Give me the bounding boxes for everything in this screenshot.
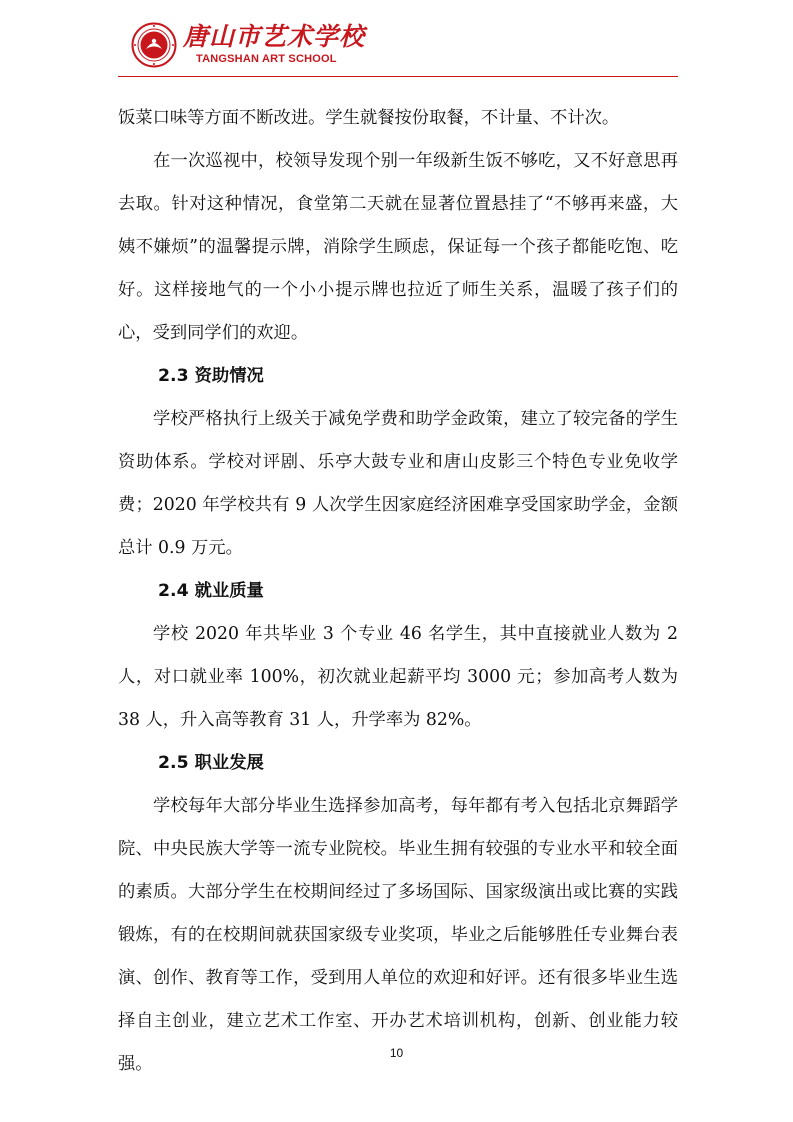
section-heading-2-5: 2.5 职业发展 [158, 753, 264, 773]
school-name-cn: 唐山市艺术学校 [183, 22, 366, 51]
paragraph-canteen-cont: 饭菜口味等方面不断改进。学生就餐按份取餐，不计量、不计次。 [118, 108, 620, 128]
page-number: 10 [389, 1046, 404, 1060]
paragraph-canteen-sign: 在一次巡视中，校领导发现个别一年级新生饭不够吃，又不好意思再去取。针对这种情况，食堂第二天就在显著位置悬挂了“不够再来盛，大姨不嫌烦”的温馨提示牌，消除学生顾虑，保证每一个孩子都能吃饱、吃好。这样接地气的一个小小提示牌也拉近了师生关系，温暖了孩子们的心，受到同学们的欢迎。 [118, 151, 678, 343]
school-seal-icon [131, 22, 177, 68]
header-divider [118, 76, 678, 77]
paragraph-financial-aid: 学校严格执行上级关于减免学费和助学金政策，建立了较完备的学生资助体系。学校对评剧、乐亭大鼓专业和唐山皮影三个特色专业免收学费；2020 年学校共有 9 人次学生因家庭经济困难享受国家助学金，金额总计 0.9 万元。 [118, 409, 678, 558]
section-heading-2-4: 2.4 就业质量 [158, 581, 264, 601]
section-heading-2-3: 2.3 资助情况 [158, 366, 264, 386]
paragraph-career-development: 学校每年大部分毕业生选择参加高考，每年都有考入包括北京舞蹈学院、中央民族大学等一流专业院校。毕业生拥有较强的专业水平和较全面的素质。大部分学生在校期间经过了多场国际、国家级演出或比赛的实践锻炼，有的在校期间就获国家级专业奖项，毕业之后能够胜任专业舞台表演、创作、教育等工作，受到用人单位的欢迎和好评。还有很多毕业生选择自主创业，建立艺术工作室、开办艺术培训机构，创新、创业能力较强。 [118, 796, 678, 1074]
paragraph-employment: 学校 2020 年共毕业 3 个专业 46 名学生，其中直接就业人数为 2人，对口就业率 100%，初次就业起薪平均 3000 元；参加高考人数为38 人，升入高等教育 31 人，升学率为 82%。 [118, 624, 678, 730]
school-name-en: TANGSHAN ART SCHOOL [196, 53, 337, 65]
page-header [0, 0, 793, 84]
